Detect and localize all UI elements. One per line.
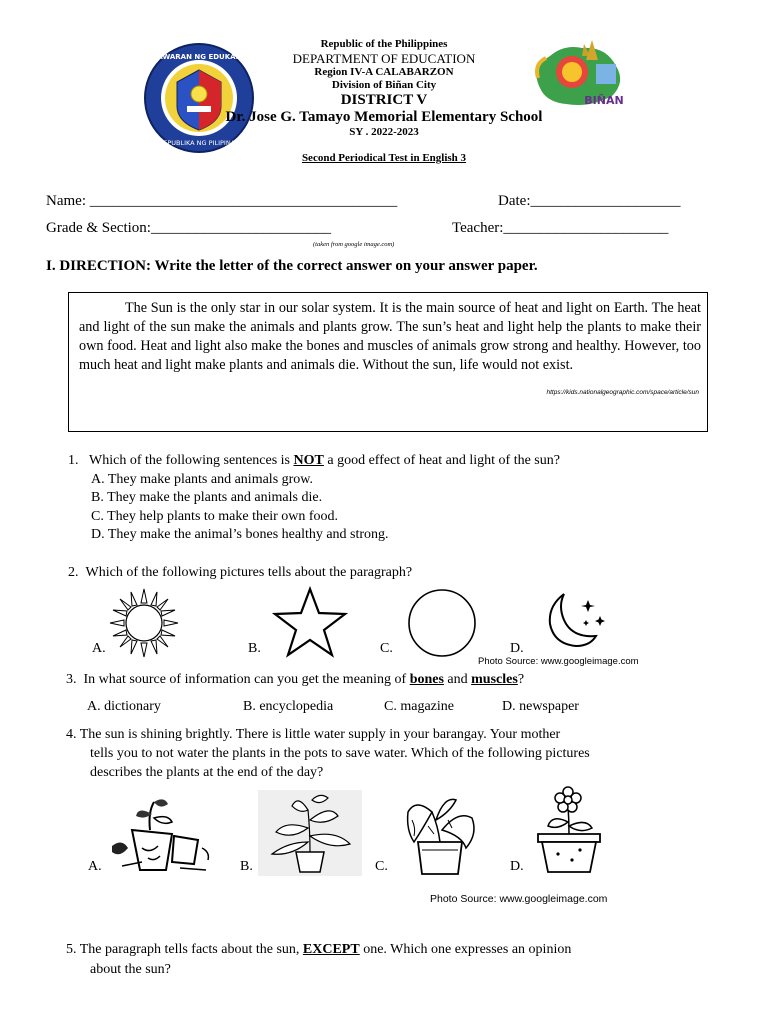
question-4-line-3: describes the plants at the end of the day? [90,765,324,780]
name-line[interactable]: _________________________________________ [89,193,398,209]
q4-letter-c[interactable]: C. [375,859,388,874]
q5-text-post: one. Which one expresses an opinion [359,942,572,957]
q3-text-pre: In what source of information can you get the meaning of [83,672,410,687]
passage-text: The Sun is the only star in our solar system. It is the main source of heat and light on Earth. The heat and light of the sun make the animals and plants grow. The sun’s heat and light help the plants to make their own food. Heat and light also make the bones and muscles of animals grow strong and healthy. However, too much heat and light make plants and animals die. Without the sun, life would not exist. [79,300,701,373]
grade-section-field[interactable] [46,220,331,237]
question-1 [68,451,560,470]
svg-text:REPUBLIKA NG PILIPINAS: REPUBLIKA NG PILIPINAS [158,139,240,147]
star-icon[interactable] [272,586,348,658]
division-line: Division of Biñan City [331,79,437,91]
reading-passage-box [68,292,708,432]
q3-text-post: ? [517,672,525,687]
q1-option-a[interactable]: A. They make plants and animals grow. [91,472,314,487]
q1-option-d[interactable]: D. They make the animal’s bones healthy and strong. [91,527,389,542]
q3-text-mid: and [443,672,472,687]
q4-photo-source: Photo Source: www.googleimage.com [430,893,608,905]
question-5 [66,940,571,959]
teacher-label: Teacher: [452,220,504,236]
region-line: Region IV-A CALABARZON [314,66,454,78]
q5-text-pre: 5. The paragraph tells facts about the sun, [66,942,303,957]
republic-line: Republic of the Philippines [320,38,448,50]
flower-pot-icon[interactable] [528,784,610,876]
q2-letter-d[interactable]: D. [510,641,524,656]
teacher-field[interactable] [452,220,668,237]
q3-emphasis-bones: bones [409,672,444,687]
q3-emphasis-muscles: muscles [471,672,518,687]
q1-option-b[interactable]: B. They make the plants and animals die. [91,490,323,505]
q3-option-b[interactable]: B. encyclopedia [243,699,334,714]
q1-emphasis: NOT [293,453,324,468]
passage-source: https://kids.nationalgeographic.com/space/article/sun [546,389,699,396]
grade-section-label: Grade & Section: [46,220,151,236]
q2-number: 2. [68,565,79,580]
department-line: DEPARTMENT OF EDUCATION [292,51,476,66]
q4-letter-a[interactable]: A. [88,859,102,874]
name-field[interactable] [46,193,397,210]
broken-pot-plant-icon[interactable] [102,790,220,876]
q3-number: 3. [66,672,77,687]
q3-option-a[interactable]: A. dictionary [87,699,161,714]
test-title: Second Periodical Test in English 3 [301,152,467,164]
q4-letter-b[interactable]: B. [240,859,253,874]
q4-letter-d[interactable]: D. [510,859,524,874]
question-4-line-2: tells you to not water the plants in the pots to save water. Which of the following pictures [90,746,590,761]
grade-section-line[interactable]: ________________________ [150,220,331,236]
circle-icon[interactable] [404,586,480,662]
leafy-potted-plant-icon[interactable] [258,790,362,876]
svg-text:KAGAWARAN NG EDUKASYON: KAGAWARAN NG EDUKASYON [143,53,255,61]
q1-number: 1. [68,453,79,468]
question-5-line-2: about the sun? [90,962,171,977]
question-4-line-1: 4. The sun is shining brightly. There is little water supply in your barangay. Your mother [66,727,561,742]
school-name: Dr. Jose G. Tamayo Memorial Elementary School [225,109,543,125]
q3-option-d[interactable]: D. newspaper [502,699,579,714]
q5-emphasis: EXCEPT [302,942,360,957]
q1-text-pre: Which of the following sentences is [89,453,294,468]
sun-icon[interactable] [106,585,182,661]
question-2 [68,563,412,582]
q2-letter-b[interactable]: B. [248,641,261,656]
q2-letter-c[interactable]: C. [380,641,393,656]
q3-option-c[interactable]: C. magazine [384,699,454,714]
city-logo-text: BIÑAN [584,94,624,107]
q2-text: Which of the following pictures tells about the paragraph? [85,565,413,580]
date-line[interactable]: ____________________ [530,193,681,209]
district-line: DISTRICT V [340,92,428,108]
date-field[interactable] [498,193,680,210]
moon-icon[interactable] [538,586,614,654]
wilted-plant-icon[interactable] [392,790,496,878]
date-label: Date: [498,193,531,209]
q2-photo-source: Photo Source: www.googleimage.com [478,656,639,667]
q2-letter-a[interactable]: A. [92,641,106,656]
question-3 [66,670,524,689]
school-year: SY . 2022-2023 [349,126,419,138]
name-label: Name: [46,193,86,209]
teacher-line[interactable]: ______________________ [503,220,669,236]
direction-text: I. DIRECTION: Write the letter of the correct answer on your answer paper. [46,258,538,274]
q1-option-c[interactable]: C. They help plants to make their own food. [91,509,339,524]
q1-text-post: a good effect of heat and light of the sun? [323,453,560,468]
taken-from-note: (taken from google image.com) [313,241,395,248]
